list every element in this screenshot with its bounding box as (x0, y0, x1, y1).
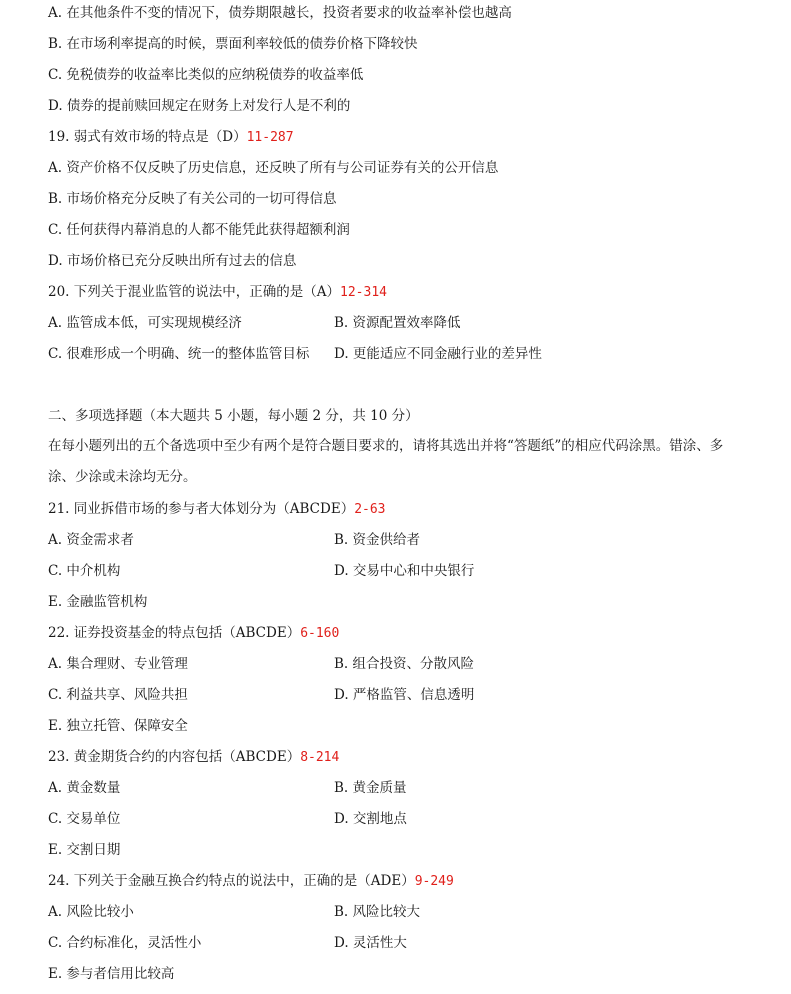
q24-stem-line (48, 870, 454, 892)
q22-stem-line (48, 622, 339, 644)
q21-ref: 2-63 (354, 502, 386, 517)
q21-row-cd (48, 560, 475, 582)
q23-stem-line (48, 746, 339, 768)
q23-option-b: B. 黄金质量 (334, 780, 407, 796)
q23-row-ab (48, 777, 407, 799)
q24-row-ab (48, 901, 421, 923)
q23-option-d: D. 交割地点 (334, 811, 407, 827)
q23-option-c: C. 交易单位 (48, 811, 121, 827)
q22-option-d: D. 严格监管、信息透明 (334, 687, 475, 703)
q22-row-ab (48, 653, 475, 675)
q19-ref: 11-287 (246, 130, 294, 145)
q19-option-b: B. 市场价格充分反映了有关公司的一切可得信息 (48, 191, 337, 207)
q19-stem-line (48, 126, 294, 148)
q18-option-a: A. 在其他条件不变的情况下，债券期限越长，投资者要求的收益率补偿也越高 (48, 5, 512, 21)
q23-option-e: E. 交割日期 (48, 842, 121, 858)
q20-row-cd (48, 343, 542, 365)
q20-stem: 20. 下列关于混业监管的说法中，正确的是（A） (48, 284, 341, 300)
q24-option-b: B. 风险比较大 (334, 904, 421, 920)
q20-ref: 12-314 (340, 285, 387, 300)
q18-option-d: D. 债券的提前赎回规定在财务上对发行人是不利的 (48, 98, 351, 114)
q20-option-d: D. 更能适应不同金融行业的差异性 (334, 346, 542, 362)
q20-option-b: B. 资源配置效率降低 (334, 315, 461, 331)
q21-option-d: D. 交易中心和中央银行 (334, 563, 475, 579)
q24-option-d: D. 灵活性大 (334, 935, 407, 951)
q21-option-a: A. 资金需求者 (48, 532, 134, 548)
q20-stem-line (48, 281, 387, 303)
q22-option-a: A. 集合理财、专业管理 (48, 656, 188, 672)
q22-row-cd (48, 684, 475, 706)
q23-row-cd (48, 808, 407, 830)
q24-ref: 9-249 (414, 874, 454, 889)
q24-option-c: C. 合约标准化，灵活性小 (48, 935, 202, 951)
q23-option-a: A. 黄金数量 (48, 780, 121, 796)
q23-ref: 8-214 (300, 750, 340, 765)
q20-row-ab (48, 312, 461, 334)
q22-option-b: B. 组合投资、分散风险 (334, 656, 475, 672)
q23-stem: 23. 黄金期货合约的内容包括（ABCDE） (48, 749, 301, 765)
q22-option-c: C. 利益共享、风险共担 (48, 687, 188, 703)
q21-stem: 21. 同业拆借市场的参与者大体划分为（ABCDE） (48, 501, 355, 517)
q21-stem-line (48, 498, 386, 520)
q20-option-c: C. 很难形成一个明确、统一的整体监管目标 (48, 346, 310, 362)
q24-row-cd (48, 932, 407, 954)
q22-ref: 6-160 (300, 626, 340, 641)
section-2-instructions: 在每小题列出的五个备选项中至少有两个是符合题目要求的，请将其选出并将“答题纸”的相应代码涂黑。错涂、多涂、少涂或未涂均无分。 (48, 438, 724, 485)
q24-option-e: E. 参与者信用比较高 (48, 966, 175, 982)
q19-option-a: A. 资产价格不仅反映了历史信息，还反映了所有与公司证券有关的公开信息 (48, 160, 499, 176)
q20-option-a: A. 监管成本低，可实现规模经济 (48, 315, 242, 331)
q22-stem: 22. 证券投资基金的特点包括（ABCDE） (48, 625, 301, 641)
q24-stem: 24. 下列关于金融互换合约特点的说法中，正确的是（ADE） (48, 873, 415, 889)
q24-option-a: A. 风险比较小 (48, 904, 134, 920)
q22-option-e: E. 独立托管、保障安全 (48, 718, 188, 734)
q19-option-c: C. 任何获得内幕消息的人都不能凭此获得超额利润 (48, 222, 350, 238)
q19-option-d: D. 市场价格已充分反映出所有过去的信息 (48, 253, 297, 269)
q21-option-b: B. 资金供给者 (334, 532, 421, 548)
q21-row-ab (48, 529, 421, 551)
q21-option-e: E. 金融监管机构 (48, 594, 148, 610)
q18-option-b: B. 在市场利率提高的时候，票面利率较低的债券价格下降较快 (48, 36, 418, 52)
q19-stem: 19. 弱式有效市场的特点是（D） (48, 129, 247, 145)
q21-option-c: C. 中介机构 (48, 563, 121, 579)
section-2-heading: 二、多项选择题（本大题共 5 小题，每小题 2 分，共 10 分） (48, 408, 419, 424)
q18-option-c: C. 免税债券的收益率比类似的应纳税债券的收益率低 (48, 67, 364, 83)
